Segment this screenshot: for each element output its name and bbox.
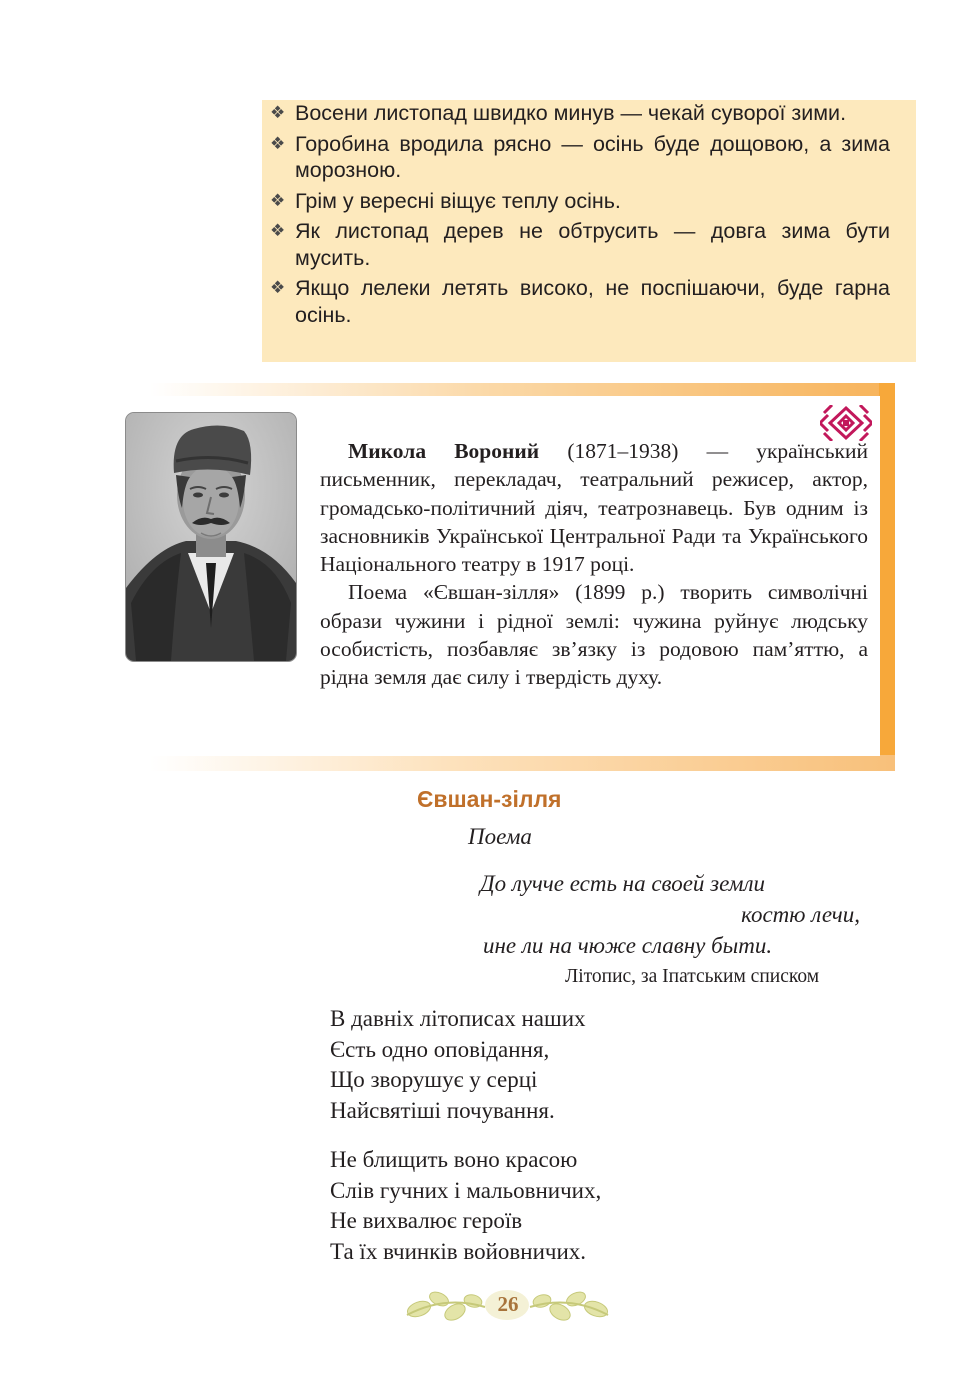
proverb-item: ❖ Горобина вродила рясно — осінь буде дощовою, а зима морозною. <box>270 131 890 182</box>
poem-line: Єсть одно оповідання, <box>330 1036 550 1062</box>
poem-title: Євшан-зілля <box>417 786 562 812</box>
proverb-item: ❖ Як листопад дерев не обтрусить — довга зима бути мусить. <box>270 219 890 270</box>
proverbs-box <box>262 100 916 362</box>
bio-frame-bottom <box>150 755 895 771</box>
proverbs-list <box>270 100 890 332</box>
epigraph-line: костю лечи, <box>741 902 860 927</box>
epigraph-line: ине ли на чюже славну быти. <box>483 933 773 958</box>
proverb-item: ❖ Грім у вересні віщує теплу осінь. <box>270 188 621 213</box>
bio-paragraph-1: Микола Вороний (1871–1938) — український письменник, перекладач, театральний режисер, актор, громадсько-політичний діяч, театрознавець. Був одним із засновників Української Центральної Ради та Українського Національного театру в 1917 році. <box>320 439 868 577</box>
diamond-bullet-icon: ❖ <box>270 103 286 122</box>
author-biography <box>320 437 868 692</box>
diamond-bullet-icon: ❖ <box>270 190 286 210</box>
poem-line: Не блищить воно красою <box>330 1147 578 1172</box>
epigraph <box>440 868 860 961</box>
epigraph-source: Літопис, за Іпатським списком <box>565 966 820 987</box>
bio-paragraph-2: Поема «Євшан-зілля» (1899 р.) творить символічні образи чужини і рідної землі: чужина руйнує людську особистість, позбавляє зв’язку із родовою пам’яттю, а рідна земля дає силу і твердість духу. <box>320 580 868 690</box>
poem-stanza-2 <box>330 1145 601 1267</box>
poem-line: В давніх літописах наших <box>330 1006 586 1031</box>
diamond-bullet-icon: ❖ <box>270 221 286 240</box>
proverb-item: ❖ Восени листопад швидко минув — чекай суворої зими. <box>270 101 847 125</box>
poem-stanza-1 <box>330 1004 586 1126</box>
poem-line: Найсвятіші почування. <box>330 1097 555 1123</box>
poem-line: Слів гучних і мальовничих, <box>330 1177 602 1203</box>
poem-subtitle: Поема <box>468 824 532 849</box>
embroidery-ornament-icon <box>820 405 872 441</box>
diamond-bullet-icon: ❖ <box>270 133 286 153</box>
poem-line: Та їх вчинків войовничих. <box>330 1238 587 1264</box>
diamond-bullet-icon: ❖ <box>270 278 286 297</box>
page-number: 26 <box>497 1292 519 1316</box>
proverb-item: ❖ Якщо лелеки летять високо, не поспішаючи, буде гарна осінь. <box>270 276 890 327</box>
epigraph-line: До лучче есть на своей земли <box>480 871 765 896</box>
author-name: Микола Вороний <box>348 439 540 463</box>
page-footer <box>405 1285 610 1325</box>
poem-line: Не вихвалює героїв <box>330 1208 523 1233</box>
portrait-image <box>126 413 296 661</box>
poem-line: Що зворушує у серці <box>330 1067 538 1092</box>
bio-frame-right <box>879 383 895 759</box>
author-portrait <box>125 412 297 662</box>
